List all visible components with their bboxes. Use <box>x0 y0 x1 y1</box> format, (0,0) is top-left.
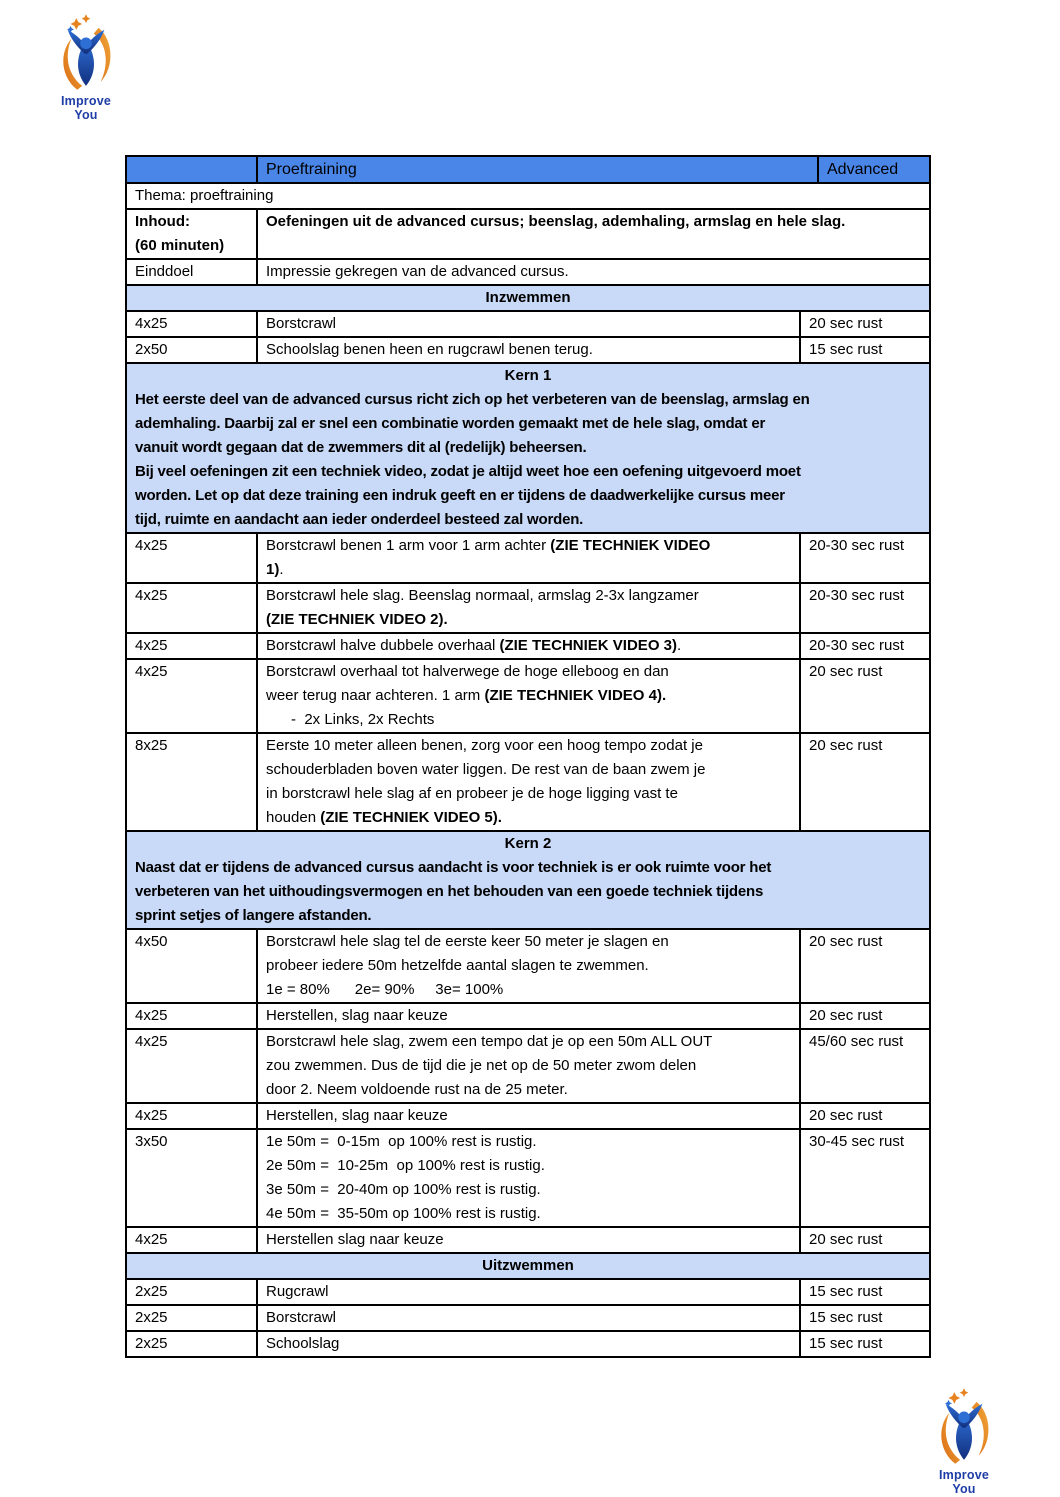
text-segment: schouderbladen boven water liggen. De rest van de baan zwem je <box>266 761 706 778</box>
table-row-exercise <box>127 1226 929 1252</box>
text-line <box>266 1104 791 1128</box>
text-line <box>266 1154 791 1178</box>
exercise-reps: 4x25 <box>135 1007 168 1024</box>
text-segment: Borstcrawl benen 1 arm voor 1 arm achter <box>266 537 551 554</box>
section-line: Bij veel oefeningen zit een techniek video, zodat je altijd weet hoe een oefening uitgevoerd moet <box>135 463 801 480</box>
text-segment: (ZIE TECHNIEK VIDEO 4). <box>484 687 667 704</box>
exercise-reps: 2x25 <box>135 1309 168 1326</box>
exercise-rest: 15 sec rust <box>799 1306 929 1330</box>
exercise-reps: 4x50 <box>135 933 168 950</box>
exercise-desc <box>256 584 799 632</box>
text-line <box>266 1306 791 1330</box>
logo-top <box>48 14 124 122</box>
text-segment: 2e 50m = 10-25m op 100% rest is rustig. <box>266 1157 545 1174</box>
section-line: Het eerste deel van de advanced cursus richt zich op het verbeteren van de beenslag, armslag en <box>135 391 810 408</box>
text-line <box>266 1332 791 1356</box>
section-line: verbeteren van het uithoudingsvermogen en het behouden van een goede techniek tijdens <box>135 883 764 900</box>
text-segment: zou zwemmen. Dus de tijd die je net op de 50 meter zwom delen <box>266 1057 697 1074</box>
exercise-reps: 4x25 <box>135 1107 168 1124</box>
text-segment: Rugcrawl <box>266 1283 329 1300</box>
text-segment: 3e 50m = 20-40m op 100% rest is rustig. <box>266 1181 541 1198</box>
table-row-exercise <box>127 632 929 658</box>
table-row-exercise <box>127 1330 929 1356</box>
text-line <box>266 734 791 758</box>
exercise-reps: 4x25 <box>135 1033 168 1050</box>
text-line <box>266 210 921 234</box>
text-line <box>266 1030 791 1054</box>
text-segment: . <box>279 561 284 578</box>
row-text: Thema: proeftraining <box>135 187 274 204</box>
exercise-reps: 2x50 <box>135 341 168 358</box>
section-title: Kern 2 <box>504 835 552 852</box>
table-row-exercise <box>127 928 929 1002</box>
table-row-section <box>127 362 929 532</box>
exercise-rest: 20 sec rust <box>799 1004 929 1028</box>
text-line <box>266 1054 791 1078</box>
text-segment: 1) <box>266 561 280 578</box>
exercise-reps: 4x25 <box>135 587 168 604</box>
text-line <box>266 1130 791 1154</box>
label-line: (60 minuten) <box>135 237 225 254</box>
exercise-rest: 20-30 sec rust <box>799 634 929 658</box>
table-row-labeled <box>127 208 929 258</box>
table-row-section <box>127 1252 929 1278</box>
row-label <box>127 210 256 258</box>
section-title: Uitzwemmen <box>482 1257 574 1274</box>
training-table <box>125 155 931 1358</box>
text-line <box>266 1202 791 1226</box>
exercise-desc <box>256 312 799 336</box>
text-line <box>266 684 791 708</box>
exercise-rest: 45/60 sec rust <box>799 1030 929 1102</box>
text-segment: door 2. Neem voldoende rust na de 25 meter. <box>266 1081 568 1098</box>
exercise-reps: 4x25 <box>135 537 168 554</box>
table-row-labeled <box>127 258 929 284</box>
text-segment: 1e 50m = 0-15m op 100% rest is rustig. <box>266 1133 537 1150</box>
improve-you-logo-icon <box>56 14 116 92</box>
label-line: Inhoud: <box>135 213 190 230</box>
text-line <box>266 608 791 632</box>
exercise-rest: 15 sec rust <box>799 1332 929 1356</box>
header-cell-level: Advanced <box>817 157 929 182</box>
text-segment: (ZIE TECHNIEK VIDEO 3) <box>499 637 677 654</box>
text-line <box>266 758 791 782</box>
exercise-desc <box>256 534 799 582</box>
table-row-exercise <box>127 658 929 732</box>
text-segment: Borstcrawl overhaal tot halverwege de hoge elleboog en dan <box>266 663 669 680</box>
text-segment: houden <box>266 809 321 826</box>
text-segment: 4e 50m = 35-50m op 100% rest is rustig. <box>266 1205 541 1222</box>
table-row-exercise <box>127 1128 929 1226</box>
exercise-rest: 20 sec rust <box>799 312 929 336</box>
text-line <box>266 660 791 684</box>
text-segment: (ZIE TECHNIEK VIDEO 5). <box>320 809 502 826</box>
text-segment: Borstcrawl hele slag tel de eerste keer 50 meter je slagen en <box>266 933 669 950</box>
exercise-reps: 4x25 <box>135 1231 168 1248</box>
text-line <box>266 978 791 1002</box>
section-line: worden. Let op dat deze training een indruk geeft en er tijdens de daadwerkelijke cursus meer <box>135 487 785 504</box>
row-content <box>256 260 929 284</box>
table-row-exercise <box>127 1028 929 1102</box>
text-segment: Borstcrawl halve dubbele overhaal <box>266 637 500 654</box>
text-segment: Oefeningen uit de advanced cursus; beenslag, ademhaling, armslag en hele slag. <box>266 213 846 230</box>
exercise-rest: 20-30 sec rust <box>799 534 929 582</box>
exercise-desc <box>256 660 799 732</box>
exercise-desc <box>256 734 799 830</box>
text-segment: probeer iedere 50m hetzelfde aantal slagen te zwemmen. <box>266 957 649 974</box>
table-row-exercise <box>127 336 929 362</box>
exercise-desc <box>256 1130 799 1226</box>
section-title: Inzwemmen <box>485 289 571 306</box>
exercise-rest: 20 sec rust <box>799 1228 929 1252</box>
exercise-reps: 2x25 <box>135 1335 168 1352</box>
exercise-desc <box>256 1280 799 1304</box>
section-line: tijd, ruimte en aandacht aan ieder onderdeel besteed zal worden. <box>135 511 584 528</box>
section-line: sprint setjes of langere afstanden. <box>135 907 372 924</box>
text-line <box>266 954 791 978</box>
text-segment: Impressie gekregen van de advanced cursus. <box>266 263 569 280</box>
text-segment: Borstcrawl <box>266 315 337 332</box>
text-line <box>266 1178 791 1202</box>
table-row-section <box>127 830 929 928</box>
table-row-exercise <box>127 582 929 632</box>
text-line <box>266 312 791 336</box>
exercise-desc <box>256 1228 799 1252</box>
exercise-rest: 20-30 sec rust <box>799 584 929 632</box>
text-line <box>266 1004 791 1028</box>
text-line <box>266 1228 791 1252</box>
exercise-reps: 2x25 <box>135 1283 168 1300</box>
improve-you-logo-icon <box>934 1388 994 1466</box>
exercise-rest: 20 sec rust <box>799 660 929 732</box>
exercise-reps: 3x50 <box>135 1133 168 1150</box>
text-segment: 1e = 80% 2e= 90% 3e= 100% <box>266 981 504 998</box>
text-segment: Schoolslag <box>266 1335 340 1352</box>
exercise-rest: 15 sec rust <box>799 1280 929 1304</box>
exercise-reps: 4x25 <box>135 315 168 332</box>
table-row-section <box>127 284 929 310</box>
section-title: Kern 1 <box>504 367 552 384</box>
table-row-exercise <box>127 1102 929 1128</box>
section-line: ademhaling. Daarbij zal er snel een combinatie worden gemaakt met de hele slag, omdat er <box>135 415 766 432</box>
text-segment: in borstcrawl hele slag af en probeer je de hoge ligging vast te <box>266 785 678 802</box>
text-segment: (ZIE TECHNIEK VIDEO <box>550 537 711 554</box>
text-segment: - 2x Links, 2x Rechts <box>266 711 435 728</box>
row-label <box>127 260 256 284</box>
exercise-rest: 20 sec rust <box>799 1104 929 1128</box>
row-content <box>256 210 929 258</box>
exercise-rest: 20 sec rust <box>799 734 929 830</box>
table-row-full <box>127 182 929 208</box>
exercise-desc <box>256 634 799 658</box>
text-line <box>266 806 791 830</box>
exercise-desc <box>256 930 799 1002</box>
section-line: Naast dat er tijdens de advanced cursus aandacht is voor techniek is er ook ruimte voor het <box>135 859 772 876</box>
table-row-exercise <box>127 732 929 830</box>
label-line: Einddoel <box>135 263 194 280</box>
logo-text: Improve You <box>60 94 112 122</box>
text-line <box>266 260 921 284</box>
table-row-header <box>127 157 929 182</box>
text-segment: weer terug naar achteren. 1 arm <box>266 687 485 704</box>
exercise-rest: 20 sec rust <box>799 930 929 1002</box>
text-line <box>266 534 791 558</box>
table-row-exercise <box>127 532 929 582</box>
exercise-desc <box>256 338 799 362</box>
exercise-rest: 30-45 sec rust <box>799 1130 929 1226</box>
text-line <box>266 584 791 608</box>
text-line <box>266 930 791 954</box>
text-line <box>266 708 791 732</box>
text-segment: Borstcrawl hele slag. Beenslag normaal, armslag 2-3x langzamer <box>266 587 699 604</box>
header-cell-empty <box>127 157 256 182</box>
text-segment: . <box>677 637 682 654</box>
text-segment: Herstellen slag naar keuze <box>266 1231 444 1248</box>
section-line: vanuit wordt gegaan dat de zwemmers dit al (redelijk) beheersen. <box>135 439 587 456</box>
text-line <box>266 338 791 362</box>
exercise-desc <box>256 1104 799 1128</box>
text-segment: Herstellen, slag naar keuze <box>266 1107 448 1124</box>
table-row-exercise <box>127 310 929 336</box>
exercise-rest: 15 sec rust <box>799 338 929 362</box>
text-line <box>266 782 791 806</box>
text-segment: Eerste 10 meter alleen benen, zorg voor een hoog tempo zodat je <box>266 737 703 754</box>
exercise-desc <box>256 1004 799 1028</box>
exercise-reps: 4x25 <box>135 637 168 654</box>
exercise-reps: 8x25 <box>135 737 168 754</box>
header-cell-title: Proeftraining <box>256 157 817 182</box>
exercise-reps: 4x25 <box>135 663 168 680</box>
exercise-desc <box>256 1306 799 1330</box>
logo-text: Improve You <box>938 1468 990 1496</box>
text-segment: Schoolslag benen heen en rugcrawl benen terug. <box>266 341 593 358</box>
table-row-exercise <box>127 1002 929 1028</box>
text-line <box>266 1078 791 1102</box>
text-line <box>266 558 791 582</box>
text-segment: Herstellen, slag naar keuze <box>266 1007 448 1024</box>
exercise-desc <box>256 1332 799 1356</box>
exercise-desc <box>256 1030 799 1102</box>
text-segment: Borstcrawl hele slag, zwem een tempo dat je op een 50m ALL OUT <box>266 1033 713 1050</box>
text-segment: (ZIE TECHNIEK VIDEO 2). <box>266 611 448 628</box>
logo-bottom <box>926 1388 1002 1496</box>
table-row-exercise <box>127 1304 929 1330</box>
text-line <box>266 634 791 658</box>
text-segment: Borstcrawl <box>266 1309 337 1326</box>
table-row-exercise <box>127 1278 929 1304</box>
text-line <box>266 1280 791 1304</box>
